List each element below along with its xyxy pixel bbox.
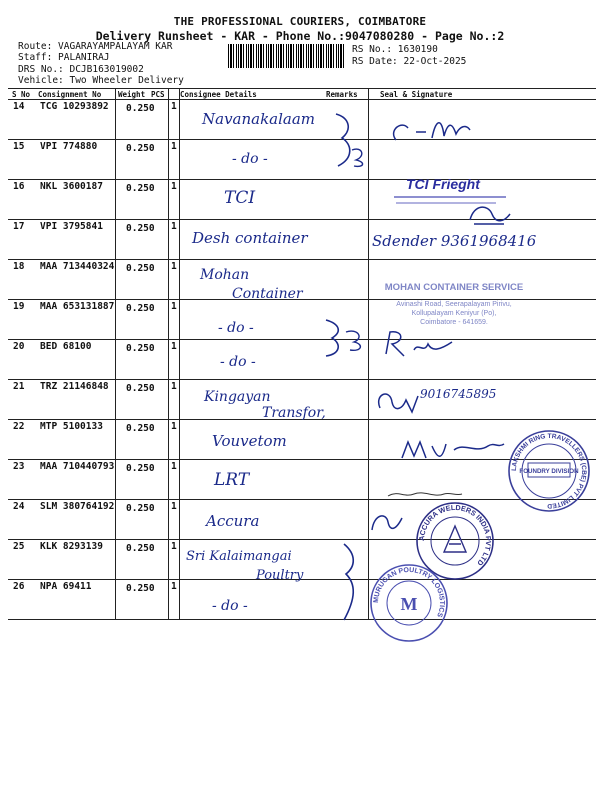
col-sno-header: S No [12, 90, 31, 99]
row-consignment-no: TRZ 21146848 [40, 381, 109, 392]
table-top-border [8, 88, 596, 89]
staff-label: Staff: PALANIRAJ [18, 52, 110, 63]
mohan-stamp-address: Kollupalayam Keniyur (Po), [411, 310, 497, 317]
handwritten-consignee: TCI [224, 188, 256, 208]
row-sno: 20 [13, 341, 25, 352]
row-pcs: 1 [171, 181, 177, 192]
table-row [8, 179, 596, 219]
handwritten-consignee: Poultry [256, 568, 304, 583]
mohan-stamp-address: Coimbatore - 641659. [420, 319, 488, 326]
mohan-stamp-title: MOHAN CONTAINER SERVICE [384, 282, 524, 293]
handwritten-consignee: LRT [214, 470, 250, 490]
lakshmi-ring-text: LAKSHMI RING TRAVELLERS (CBE) PVT LIMITED [510, 432, 588, 510]
row-weight: 0.250 [126, 503, 155, 514]
row-weight: 0.250 [126, 583, 155, 594]
handwritten-consignee: Mohan [200, 267, 250, 283]
row-consignment-no: MAA 710440793 [40, 461, 115, 472]
row-consignment-no: BED 68100 [40, 341, 92, 352]
rs-date: RS Date: 22-Oct-2025 [352, 56, 467, 67]
row-consignment-no: MAA 653131887 [40, 301, 115, 312]
row-pcs: 1 [171, 141, 177, 152]
row-pcs: 1 [171, 301, 177, 312]
table-row [8, 579, 596, 619]
delivery-table [8, 88, 596, 600]
row-pcs: 1 [171, 581, 177, 592]
handwritten-consignee: Sri Kalaimangai [186, 549, 292, 564]
row-weight: 0.250 [126, 423, 155, 434]
handwritten-consignee: Kingayan [204, 389, 271, 405]
table-row [8, 539, 596, 579]
handwritten-signature-phone: Sdender 9361968416 [372, 232, 537, 250]
row-pcs: 1 [171, 421, 177, 432]
handwritten-consignee: Accura [206, 512, 260, 530]
col-pcs-header: PCS [151, 90, 165, 99]
row-sno: 19 [13, 301, 25, 312]
row-consignment-no: TCG 10293892 [40, 101, 109, 112]
row-weight: 0.250 [126, 183, 155, 194]
handwritten-consignee: Transfor, [262, 405, 326, 421]
company-title: THE PROFESSIONAL COURIERS, COIMBATORE [173, 15, 427, 28]
row-sno: 26 [13, 581, 25, 592]
row-sno: 15 [13, 141, 25, 152]
row-sno: 25 [13, 541, 25, 552]
lakshmi-center-text: FOUNDRY DIVISION [519, 468, 579, 475]
drs-number: DRS No.: DCJB163019002 [18, 64, 144, 75]
table-row [8, 99, 596, 139]
table-row [8, 139, 596, 179]
handwritten-consignee: Desh container [192, 229, 308, 247]
barcode-image [228, 44, 346, 68]
accura-ring-text: ACCURA WELDERS INDIA PVT LTD [416, 502, 494, 568]
row-sno: 21 [13, 381, 25, 392]
table-bottom-border [8, 619, 596, 620]
row-sno: 16 [13, 181, 25, 192]
murugan-ring-text: MURUGAN POULTRY LOGISTICS [372, 566, 446, 619]
murugan-center-text: M [400, 594, 418, 614]
row-consignment-no: MAA 713440324 [40, 261, 115, 272]
handwritten-ditto: - do - [220, 354, 256, 370]
row-weight: 0.250 [126, 543, 155, 554]
table-row [8, 259, 596, 299]
row-weight: 0.250 [126, 343, 155, 354]
row-consignment-no: KLK 8293139 [40, 541, 103, 552]
row-sno: 18 [13, 261, 25, 272]
row-sno: 24 [13, 501, 25, 512]
handwritten-ditto: - do - [218, 320, 254, 336]
row-pcs: 1 [171, 261, 177, 272]
row-consignment-no: MTP 5100133 [40, 421, 103, 432]
row-weight: 0.250 [126, 143, 155, 154]
row-pcs: 1 [171, 221, 177, 232]
row-weight: 0.250 [126, 103, 155, 114]
table-row [8, 379, 596, 419]
table-row [8, 499, 596, 539]
handwritten-consignee: Vouvetom [212, 432, 287, 450]
row-weight: 0.250 [126, 263, 155, 274]
row-consignment-no: VPI 3795841 [40, 221, 103, 232]
table-row [8, 299, 596, 339]
col-consignment-header: Consignment No [38, 90, 102, 99]
mohan-stamp-address: Avinashi Road, Seerapalayam Pirivu, [396, 301, 512, 308]
tci-stamp-text: TCI Frieght [406, 176, 480, 192]
row-pcs: 1 [171, 101, 177, 112]
row-consignment-no: VPI 774880 [40, 141, 98, 152]
row-weight: 0.250 [126, 463, 155, 474]
handwritten-ditto: - do - [212, 598, 248, 614]
table-row [8, 219, 596, 259]
row-consignment-no: NPA 69411 [40, 581, 92, 592]
col-consignee-header: Consignee Details [180, 90, 257, 99]
row-consignment-no: NKL 3600187 [40, 181, 103, 192]
col-remarks-header: Remarks [326, 90, 358, 99]
row-pcs: 1 [171, 341, 177, 352]
handwritten-phone: 9016745895 [420, 387, 497, 401]
row-weight: 0.250 [126, 223, 155, 234]
row-weight: 0.250 [126, 383, 155, 394]
runsheet-subtitle: Delivery Runsheet - KAR - Phone No.:9047080280 - Page No.:2 [95, 29, 505, 43]
row-sno: 22 [13, 421, 25, 432]
rs-number: RS No.: 1630190 [352, 44, 438, 55]
handwritten-ditto: - do - [232, 151, 268, 167]
row-pcs: 1 [171, 541, 177, 552]
row-weight: 0.250 [126, 303, 155, 314]
row-pcs: 1 [171, 381, 177, 392]
row-sno: 23 [13, 461, 25, 472]
row-pcs: 1 [171, 461, 177, 472]
table-row [8, 339, 596, 379]
table-row [8, 459, 596, 499]
row-pcs: 1 [171, 501, 177, 512]
col-weight-header: Weight [118, 90, 146, 99]
handwritten-consignee: Container [232, 286, 303, 302]
row-consignment-no: SLM 380764192 [40, 501, 115, 512]
col-seal-header: Seal & Signature [380, 90, 453, 99]
handwritten-consignee: Navanakalaam [202, 110, 316, 128]
row-sno: 14 [13, 101, 25, 112]
route-label: Route: VAGARAYAMPALAYAM KAR [18, 41, 173, 52]
row-sno: 17 [13, 221, 25, 232]
table-row [8, 419, 596, 459]
vehicle-label: Vehicle: Two Wheeler Delivery [18, 75, 184, 86]
